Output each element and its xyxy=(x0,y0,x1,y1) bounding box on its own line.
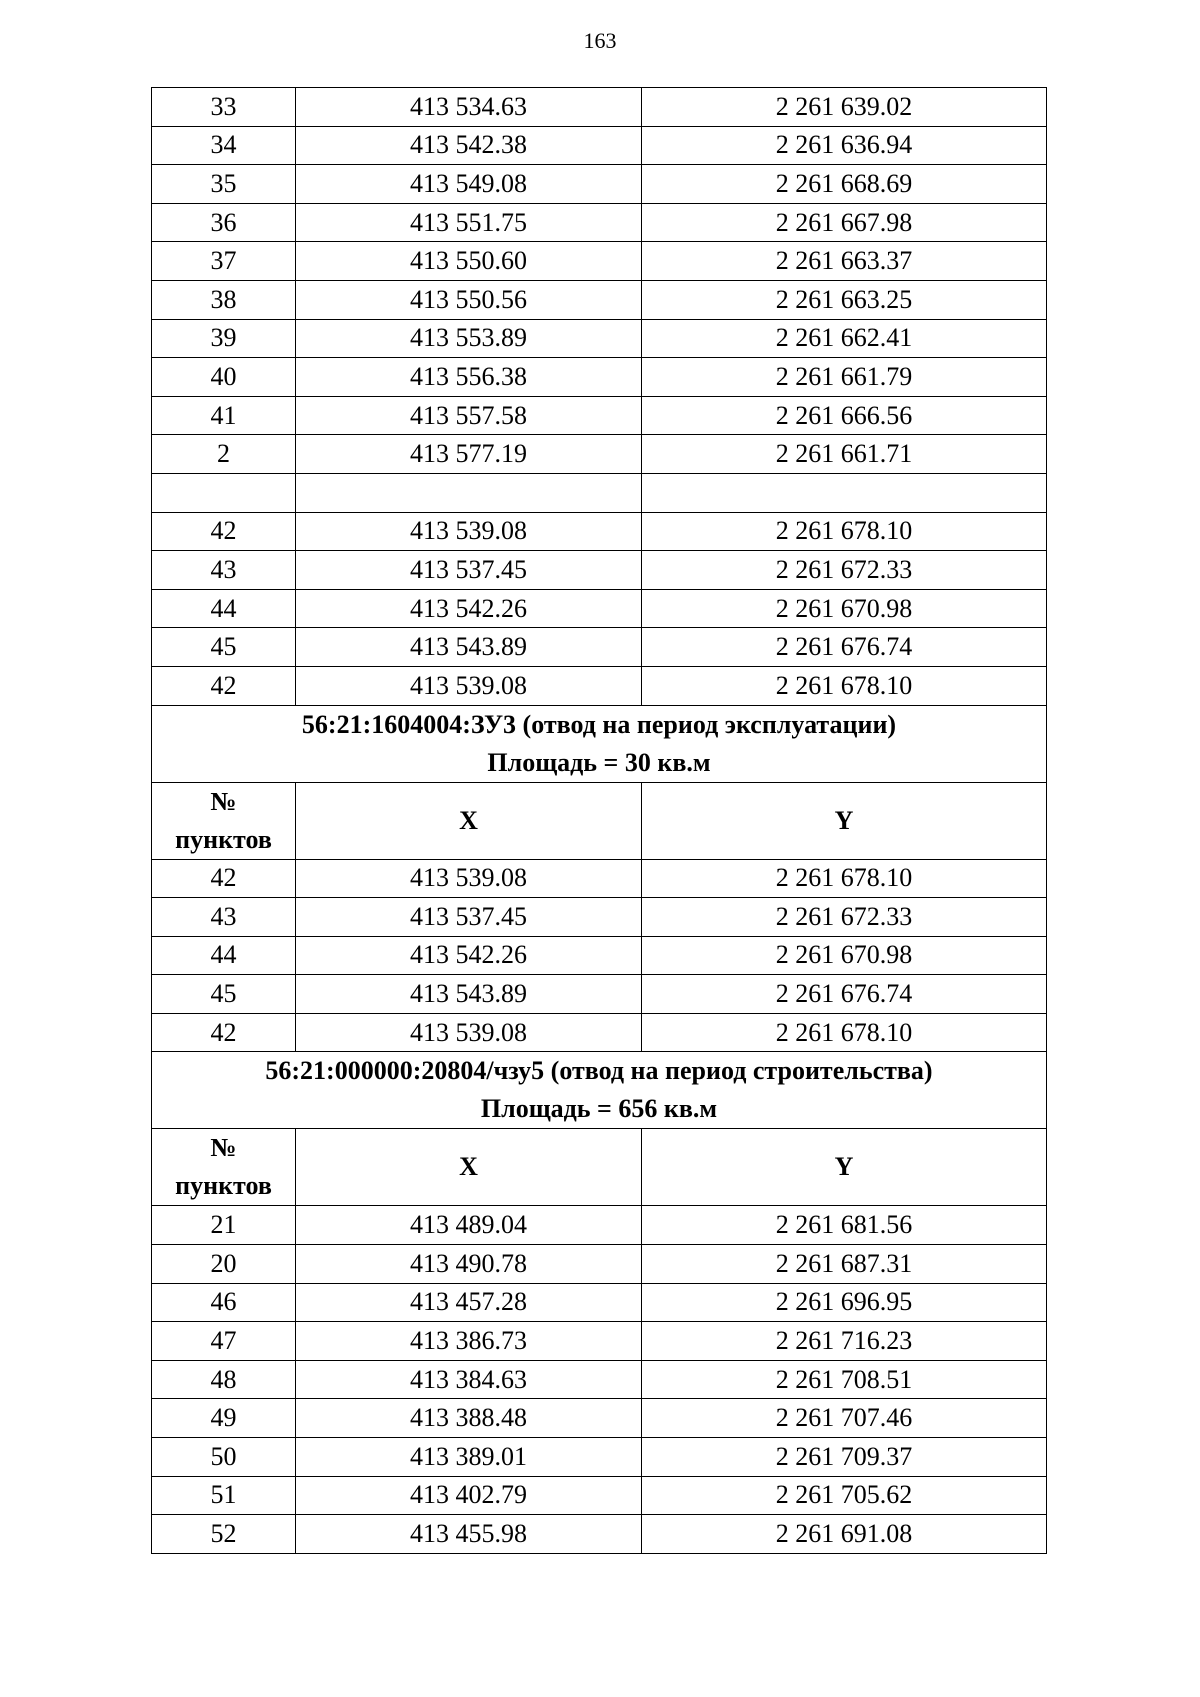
x-coordinate: 413 388.48 xyxy=(296,1399,642,1438)
point-number: 50 xyxy=(152,1438,296,1477)
section-area: Площадь = 656 кв.м xyxy=(480,1094,718,1124)
point-number: 42 xyxy=(152,512,296,551)
y-coordinate: 2 261 668.69 xyxy=(642,165,1047,204)
point-number: 46 xyxy=(152,1283,296,1322)
coordinates-table-body xyxy=(152,88,1047,1554)
table-row xyxy=(152,936,1047,975)
point-number: 37 xyxy=(152,242,296,281)
y-coordinate: 2 261 672.33 xyxy=(642,551,1047,590)
point-number: 39 xyxy=(152,319,296,358)
x-coordinate: 413 543.89 xyxy=(296,975,642,1014)
table-row xyxy=(152,589,1047,628)
x-header: X xyxy=(296,1129,642,1206)
point-number: 41 xyxy=(152,396,296,435)
x-coordinate: 413 577.19 xyxy=(296,435,642,474)
table-row xyxy=(152,1322,1047,1361)
y-coordinate: 2 261 716.23 xyxy=(642,1322,1047,1361)
x-coordinate: 413 542.38 xyxy=(296,126,642,165)
x-coordinate: 413 556.38 xyxy=(296,358,642,397)
x-coordinate: 413 455.98 xyxy=(296,1515,642,1554)
page-number: 163 xyxy=(583,28,617,53)
table-row xyxy=(152,203,1047,242)
table-row xyxy=(152,859,1047,898)
point-number: 35 xyxy=(152,165,296,204)
y-coordinate: 2 261 639.02 xyxy=(642,88,1047,127)
y-header: Y xyxy=(642,782,1047,859)
table-row xyxy=(152,666,1047,705)
y-coordinate: 2 261 661.71 xyxy=(642,435,1047,474)
y-coordinate: 2 261 676.74 xyxy=(642,975,1047,1014)
point-number-header xyxy=(152,782,296,859)
table-row xyxy=(152,358,1047,397)
point-number: 42 xyxy=(152,1013,296,1052)
point-number: 49 xyxy=(152,1399,296,1438)
table-row xyxy=(152,88,1047,127)
x-coordinate xyxy=(296,473,642,512)
section-heading-zu3 xyxy=(152,705,1047,782)
x-coordinate: 413 534.63 xyxy=(296,88,642,127)
section-title: 56:21:000000:20804/чзу5 (отвод на период строительства) xyxy=(265,1056,933,1086)
x-coordinate: 413 542.26 xyxy=(296,936,642,975)
y-header: Y xyxy=(642,1129,1047,1206)
y-coordinate: 2 261 691.08 xyxy=(642,1515,1047,1554)
point-number: 45 xyxy=(152,628,296,667)
point-number-header-line1: № xyxy=(210,1133,237,1163)
table-row xyxy=(152,628,1047,667)
y-coordinate: 2 261 661.79 xyxy=(642,358,1047,397)
y-coordinate xyxy=(642,473,1047,512)
table-row xyxy=(152,126,1047,165)
column-header-row xyxy=(152,1129,1047,1206)
x-coordinate: 413 386.73 xyxy=(296,1322,642,1361)
table-row xyxy=(152,1245,1047,1284)
coordinates-table xyxy=(151,87,1047,1554)
section-heading-cell xyxy=(152,705,1047,782)
point-number-header-line2: пунктов xyxy=(175,1171,272,1201)
point-number: 21 xyxy=(152,1206,296,1245)
point-number: 47 xyxy=(152,1322,296,1361)
y-coordinate: 2 261 696.95 xyxy=(642,1283,1047,1322)
table-row xyxy=(152,1476,1047,1515)
y-coordinate: 2 261 705.62 xyxy=(642,1476,1047,1515)
y-coordinate: 2 261 672.33 xyxy=(642,898,1047,937)
table-row xyxy=(152,242,1047,281)
x-coordinate: 413 539.08 xyxy=(296,1013,642,1052)
table-row xyxy=(152,280,1047,319)
point-number: 42 xyxy=(152,859,296,898)
table-row xyxy=(152,1013,1047,1052)
y-coordinate: 2 261 676.74 xyxy=(642,628,1047,667)
section-heading-czu5 xyxy=(152,1052,1047,1129)
x-coordinate: 413 537.45 xyxy=(296,551,642,590)
y-coordinate: 2 261 662.41 xyxy=(642,319,1047,358)
point-number: 44 xyxy=(152,936,296,975)
point-number: 48 xyxy=(152,1360,296,1399)
point-number xyxy=(152,473,296,512)
y-coordinate: 2 261 667.98 xyxy=(642,203,1047,242)
y-coordinate: 2 261 709.37 xyxy=(642,1438,1047,1477)
y-coordinate: 2 261 678.10 xyxy=(642,1013,1047,1052)
point-number: 2 xyxy=(152,435,296,474)
x-coordinate: 413 402.79 xyxy=(296,1476,642,1515)
y-coordinate: 2 261 678.10 xyxy=(642,512,1047,551)
x-coordinate: 413 539.08 xyxy=(296,666,642,705)
x-coordinate: 413 457.28 xyxy=(296,1283,642,1322)
point-number: 43 xyxy=(152,898,296,937)
y-coordinate: 2 261 670.98 xyxy=(642,589,1047,628)
x-coordinate: 413 490.78 xyxy=(296,1245,642,1284)
point-number: 52 xyxy=(152,1515,296,1554)
section-title: 56:21:1604004:ЗУ3 (отвод на период эксплуатации) xyxy=(301,709,897,739)
table-row xyxy=(152,1515,1047,1554)
table-row xyxy=(152,512,1047,551)
table-row xyxy=(152,165,1047,204)
y-coordinate: 2 261 687.31 xyxy=(642,1245,1047,1284)
table-row xyxy=(152,975,1047,1014)
y-coordinate: 2 261 678.10 xyxy=(642,859,1047,898)
x-coordinate: 413 489.04 xyxy=(296,1206,642,1245)
y-coordinate: 2 261 708.51 xyxy=(642,1360,1047,1399)
table-row xyxy=(152,898,1047,937)
table-row xyxy=(152,435,1047,474)
point-number-header-line2: пунктов xyxy=(175,824,272,854)
point-number: 40 xyxy=(152,358,296,397)
point-number: 42 xyxy=(152,666,296,705)
y-coordinate: 2 261 663.25 xyxy=(642,280,1047,319)
x-coordinate: 413 550.60 xyxy=(296,242,642,281)
point-number: 33 xyxy=(152,88,296,127)
y-coordinate: 2 261 681.56 xyxy=(642,1206,1047,1245)
y-coordinate: 2 261 678.10 xyxy=(642,666,1047,705)
point-number: 36 xyxy=(152,203,296,242)
x-coordinate: 413 557.58 xyxy=(296,396,642,435)
column-header-row xyxy=(152,782,1047,859)
point-number: 44 xyxy=(152,589,296,628)
table-row xyxy=(152,1399,1047,1438)
y-coordinate: 2 261 707.46 xyxy=(642,1399,1047,1438)
table-row xyxy=(152,1438,1047,1477)
table-row xyxy=(152,1206,1047,1245)
x-coordinate: 413 551.75 xyxy=(296,203,642,242)
x-coordinate: 413 537.45 xyxy=(296,898,642,937)
y-coordinate: 2 261 670.98 xyxy=(642,936,1047,975)
y-coordinate: 2 261 663.37 xyxy=(642,242,1047,281)
x-coordinate: 413 542.26 xyxy=(296,589,642,628)
x-coordinate: 413 389.01 xyxy=(296,1438,642,1477)
point-number-header-line1: № xyxy=(210,786,237,816)
x-coordinate: 413 539.08 xyxy=(296,512,642,551)
x-header: X xyxy=(296,782,642,859)
point-number-header xyxy=(152,1129,296,1206)
empty-separator-row xyxy=(152,473,1047,512)
point-number: 51 xyxy=(152,1476,296,1515)
x-coordinate: 413 543.89 xyxy=(296,628,642,667)
point-number: 43 xyxy=(152,551,296,590)
table-row xyxy=(152,1283,1047,1322)
x-coordinate: 413 553.89 xyxy=(296,319,642,358)
section-heading-cell xyxy=(152,1052,1047,1129)
table-row xyxy=(152,551,1047,590)
point-number: 34 xyxy=(152,126,296,165)
point-number: 38 xyxy=(152,280,296,319)
section-area: Площадь = 30 кв.м xyxy=(487,747,711,777)
point-number: 20 xyxy=(152,1245,296,1284)
point-number: 45 xyxy=(152,975,296,1014)
x-coordinate: 413 384.63 xyxy=(296,1360,642,1399)
table-row xyxy=(152,1360,1047,1399)
y-coordinate: 2 261 636.94 xyxy=(642,126,1047,165)
x-coordinate: 413 550.56 xyxy=(296,280,642,319)
table-row xyxy=(152,396,1047,435)
table-row xyxy=(152,319,1047,358)
x-coordinate: 413 539.08 xyxy=(296,859,642,898)
x-coordinate: 413 549.08 xyxy=(296,165,642,204)
y-coordinate: 2 261 666.56 xyxy=(642,396,1047,435)
